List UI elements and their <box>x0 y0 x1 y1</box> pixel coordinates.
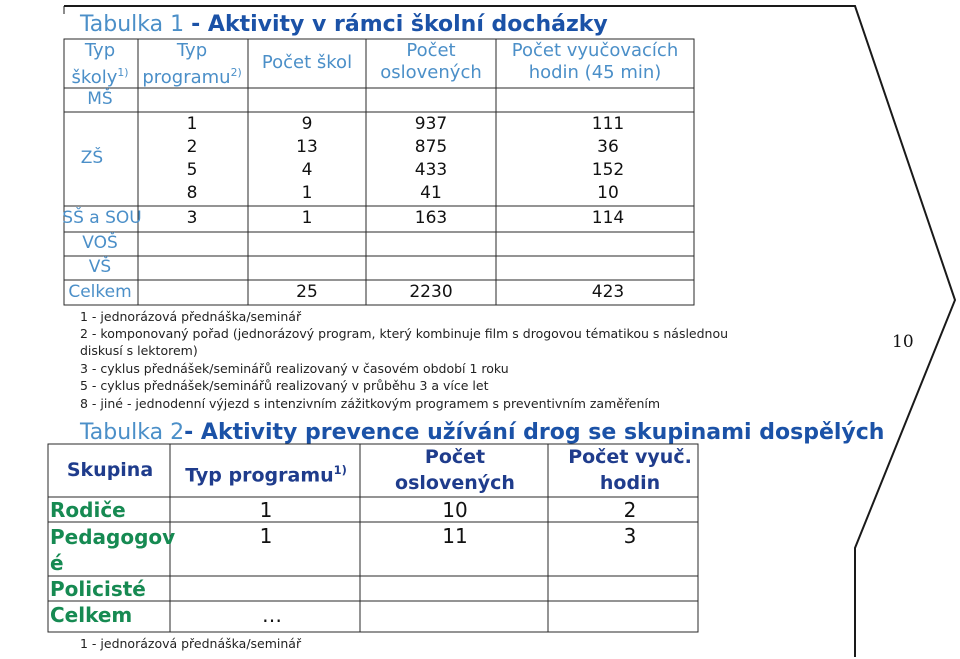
header-pocet-hodin-line1: Počet vyučovacích <box>511 40 679 61</box>
row-label-vs: VŠ <box>88 257 112 277</box>
t2-rodice-osl: 10 <box>442 498 468 522</box>
row-label-zs: ZŠ <box>80 148 104 168</box>
header-typ-programu-sup: 2) <box>230 66 242 79</box>
t2-header-skupina: Skupina <box>66 459 154 481</box>
t2-pedagogove-osl: 11 <box>442 524 468 548</box>
header-typ-skoly-line1: Typ <box>84 40 116 61</box>
zs-row1-osl: 937 <box>414 114 448 134</box>
zs-row1-skol: 9 <box>301 114 313 134</box>
zs-row3-hod: 152 <box>591 160 625 180</box>
t2-header-pocet <box>395 444 515 496</box>
header-pocet-oslovenych-line1: Počet <box>406 40 456 61</box>
zs-row3-osl: 433 <box>414 160 448 180</box>
zs-row3-skol: 4 <box>301 160 313 180</box>
ss-osl: 163 <box>414 208 448 228</box>
t2-row-label-policiste: Policisté <box>50 577 146 601</box>
header-typ-programu-line2: programu <box>142 67 231 88</box>
t2-rodice-hod: 2 <box>623 498 637 522</box>
celkem-skol: 25 <box>296 282 318 302</box>
header-pocet-skol: Počet škol <box>261 52 353 73</box>
zs-row2-hod: 36 <box>597 137 619 157</box>
t2-celkem-typ: … <box>262 603 282 627</box>
table2-title-prefix: Tabulka 2 <box>80 420 185 445</box>
row-label-ms: MŠ <box>87 89 113 109</box>
t2-header-typ-programu-text: Typ programu <box>185 464 334 487</box>
note-5: 5 - cyklus přednášek/seminářů realizovaný v průběhu 3 a více let <box>80 378 489 393</box>
t2-pedagogove-hod: 3 <box>623 524 637 548</box>
t2-row-label-pedagogove <box>50 524 175 576</box>
header-typ-programu <box>142 40 241 89</box>
header-typ-programu-line1: Typ <box>176 40 208 61</box>
zs-row4-skol: 1 <box>301 183 313 203</box>
header-pocet-oslovenych-line2: oslovených <box>380 62 482 83</box>
celkem-osl: 2230 <box>409 282 453 302</box>
header-pocet-oslovenych <box>380 40 482 84</box>
header-pocet-hodin-line2: hodin (45 min) <box>528 62 662 83</box>
note-2: 2 - komponovaný pořad (jednorázový program, který kombinuje film s drogovou tématikou s následnou <box>80 326 729 341</box>
t2-header-pocet-line2: oslovených <box>395 472 515 494</box>
note-1: 1 - jednorázová přednáška/seminář <box>80 309 302 324</box>
table1-title-prefix: Tabulka 1 <box>80 12 192 37</box>
t2-header-pocet-line1: Počet <box>424 446 486 468</box>
zs-row2-typ: 2 <box>186 137 198 157</box>
zs-row4-hod: 10 <box>597 183 619 203</box>
note-8: 8 - jiné - jednodenní výjezd s intenzivním zážitkovým programem s preventivním zaměřením <box>80 396 661 411</box>
t2-header-hodin <box>568 444 692 496</box>
celkem-hod: 423 <box>591 282 625 302</box>
zs-row2-skol: 13 <box>296 137 318 157</box>
row-label-vos: VOŠ <box>82 233 118 253</box>
page-number: 10 <box>892 332 914 352</box>
header-typ-skoly-line2: školy <box>71 67 118 88</box>
header-typ-skoly-sup: 1) <box>117 66 129 79</box>
zs-row1-hod: 111 <box>591 114 625 134</box>
table1-title-bold: - Aktivity v rámci školní docházky <box>191 12 608 37</box>
header-typ-skoly <box>72 40 129 89</box>
t2-row-label-rodice: Rodiče <box>50 498 126 522</box>
note-2-cont: diskusí s lektorem) <box>80 343 198 358</box>
zs-row2-osl: 875 <box>414 137 448 157</box>
ss-typ: 3 <box>186 208 198 228</box>
zs-row4-osl: 41 <box>420 183 442 203</box>
table2-title-bold: - Aktivity prevence užívání drog se skupinami dospělých <box>184 420 885 445</box>
t2-note-1: 1 - jednorázová přednáška/seminář <box>80 636 302 651</box>
row-label-celkem: Celkem <box>68 282 132 302</box>
t2-rodice-typ: 1 <box>259 498 273 522</box>
row-label-ss-sou: SŠ a SOU <box>62 208 142 228</box>
t2-row-label-pedagogove-line2: é <box>50 551 64 575</box>
t2-header-typ-programu-sup: 1) <box>333 463 347 477</box>
zs-row4-typ: 8 <box>186 183 198 203</box>
ss-hod: 114 <box>591 208 625 228</box>
t2-header-hodin-line1: Počet vyuč. <box>568 446 692 468</box>
t2-row-label-pedagogove-line1: Pedagogov <box>50 525 176 549</box>
t2-header-typ-programu <box>185 457 347 488</box>
zs-row3-typ: 5 <box>186 160 198 180</box>
t2-pedagogove-typ: 1 <box>259 524 273 548</box>
note-3: 3 - cyklus přednášek/seminářů realizovaný v časovém období 1 roku <box>80 361 509 376</box>
ss-skol: 1 <box>301 208 313 228</box>
zs-row1-typ: 1 <box>186 114 198 134</box>
table2-title <box>80 420 884 445</box>
t2-row-label-celkem: Celkem <box>50 603 133 627</box>
table1-title <box>80 12 608 37</box>
t2-header-hodin-line2: hodin <box>599 472 661 494</box>
header-pocet-hodin <box>512 40 678 84</box>
